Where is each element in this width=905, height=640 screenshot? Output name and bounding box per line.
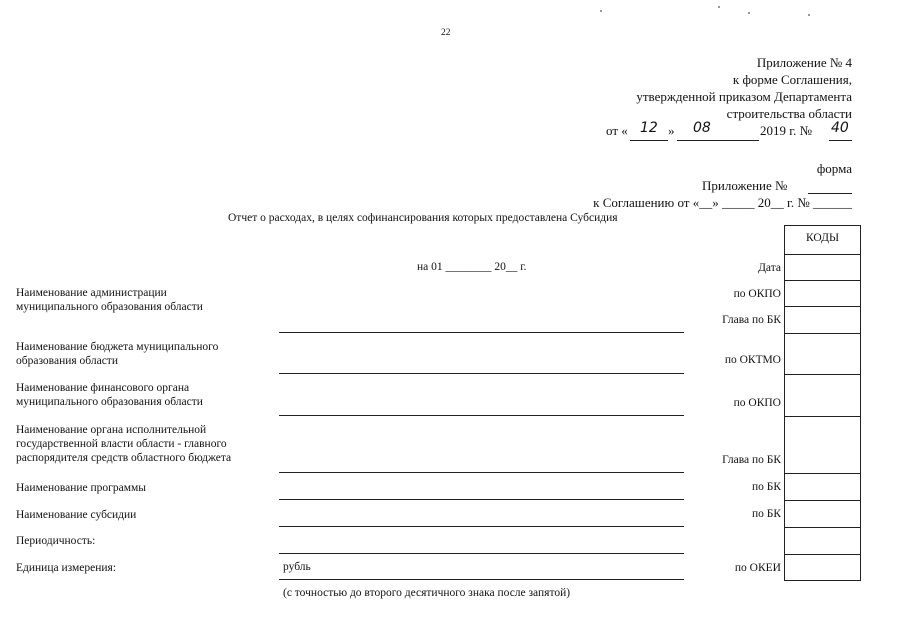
field-finance-line[interactable]	[279, 415, 684, 416]
field-subsidy-line[interactable]	[279, 526, 684, 527]
field-budget-label-line: Наименование бюджета муниципального	[16, 341, 219, 353]
field-periodicity-label	[16, 534, 95, 548]
date-year: 2019 г. №	[760, 123, 813, 138]
appendix-line-1: Приложение № 4	[756, 55, 852, 70]
field-admin-label-line: Наименование администрации	[16, 287, 167, 299]
field-budget-label-line: образования области	[16, 355, 118, 367]
appendix-line-2: к форме Соглашения,	[732, 72, 852, 87]
scan-speck	[748, 12, 750, 14]
date-prefix: от «	[606, 123, 628, 138]
field-authority-label-line: государственной власти области - главного	[16, 438, 227, 450]
field-authority-label-line: Наименование органа исполнительной	[16, 424, 207, 436]
code-label-glava-bk-2: Глава по БК	[722, 454, 781, 466]
codes-divider	[784, 280, 861, 281]
codes-divider	[784, 554, 861, 555]
scan-speck	[600, 10, 602, 12]
number-underline	[829, 140, 852, 141]
appendix-number-blank	[808, 193, 852, 194]
codes-divider	[784, 416, 861, 417]
code-label-bk-2: по БК	[751, 508, 781, 520]
codes-divider	[784, 254, 861, 255]
code-label-okpo: по ОКПО	[733, 288, 781, 300]
codes-divider	[784, 473, 861, 474]
field-admin-label	[16, 286, 203, 314]
page-number: 22	[441, 28, 451, 38]
field-periodicity-label-line: Периодичность:	[16, 535, 96, 547]
code-label-bk: по БК	[751, 481, 781, 493]
code-label-glava-bk: Глава по БК	[722, 314, 781, 326]
field-budget-label	[16, 340, 218, 368]
code-label-date: Дата	[758, 262, 781, 274]
code-label-okpo-2: по ОКПО	[733, 397, 781, 409]
date-day: 12	[640, 120, 658, 136]
field-unit-value: рубль	[283, 561, 311, 573]
field-unit-label	[16, 561, 116, 575]
order-number: 40	[831, 120, 849, 136]
codes-divider	[784, 333, 861, 334]
scan-speck	[808, 14, 810, 16]
forma-label: форма	[816, 161, 852, 176]
appendix-number-label: Приложение №	[702, 178, 788, 193]
field-program-label-line: Наименование программы	[16, 482, 147, 494]
field-authority-label	[16, 423, 231, 465]
field-subsidy-label-line: Наименование субсидии	[16, 509, 137, 521]
codes-divider	[784, 500, 861, 501]
date-mid: »	[668, 123, 675, 138]
field-authority-line[interactable]	[279, 472, 684, 473]
month-underline	[677, 140, 759, 141]
agreement-line: к Соглашению от «__» _____ 20__ г. № ______	[593, 195, 852, 210]
field-admin-line[interactable]	[279, 332, 684, 333]
field-authority-label-line: распорядителя средств областного бюджета	[16, 452, 232, 464]
field-finance-label	[16, 381, 203, 409]
field-unit-label-line: Единица измерения:	[16, 562, 117, 574]
appendix-line-3: утвержденной приказом Департамента	[636, 89, 852, 104]
field-periodicity-line[interactable]	[279, 553, 684, 554]
codes-divider	[784, 306, 861, 307]
report-title: Отчет о расходах, в целях софинансирования которых предоставлена Субсидия	[228, 212, 618, 224]
code-label-oktmo: по ОКТМО	[724, 354, 781, 366]
field-finance-label-line: муниципального образования области	[16, 396, 203, 408]
codes-header: КОДЫ	[806, 232, 839, 244]
appendix-line-4: строительства области	[726, 106, 852, 121]
scan-speck	[718, 6, 720, 8]
field-admin-label-line: муниципального образования области	[16, 301, 203, 313]
field-subsidy-label	[16, 508, 136, 522]
field-finance-label-line: Наименование финансового органа	[16, 382, 190, 394]
field-unit-line[interactable]	[279, 579, 684, 580]
report-date-line: на 01 ________ 20__ г.	[417, 261, 527, 273]
code-label-okei: по ОКЕИ	[734, 562, 781, 574]
field-program-line[interactable]	[279, 499, 684, 500]
codes-divider	[784, 527, 861, 528]
precision-note: (с точностью до второго десятичного знака после запятой)	[283, 587, 571, 599]
field-program-label	[16, 481, 146, 495]
codes-divider	[784, 374, 861, 375]
date-month: 08	[693, 120, 711, 136]
day-underline	[630, 140, 668, 141]
field-budget-line[interactable]	[279, 373, 684, 374]
